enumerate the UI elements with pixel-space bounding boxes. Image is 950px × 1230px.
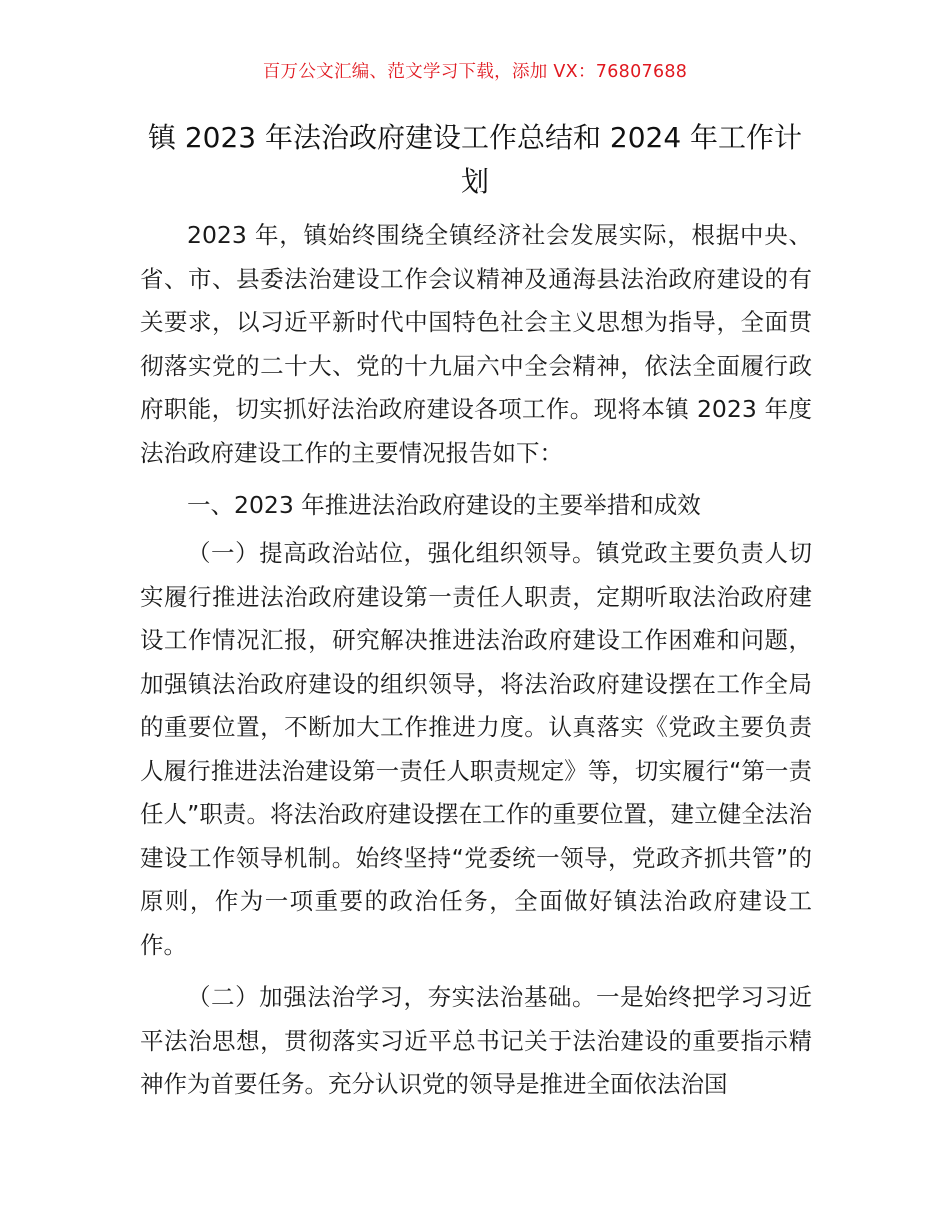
section-heading: 一、2023 年推进法治政府建设的主要举措和成效 [187,491,701,519]
document-title: 镇 2023 年法治政府建设工作总结和 2024 年工作计划 [147,121,803,198]
intro-paragraph: 2023 年，镇始终围绕全镇经济社会发展实际，根据中央、省、市、县委法治建设工作会议精神及通海县法治政府建设的有关要求，以习近平新时代中国特色社会主义思想为指导，全面贯彻落实党的二十大、党的十九届六中全会精神，依法全面履行政府职能，切实抓好法治政府建设各项工作。现将本镇 2023 年度法治政府建设工作的主要情况报告如下： [140,221,812,467]
paragraph-item-two: （二）加强法治学习，夯实法治基础。一是始终把学习习近平法治思想，贯彻落实习近平总书记关于法治建设的重要指示精神作为首要任务。充分认识党的领导是推进全面依法治国 [140,983,812,1098]
paragraph-item-one: （一）提高政治站位，强化组织领导。镇党政主要负责人切实履行推进法治政府建设第一责任人职责，定期听取法治政府建设工作情况汇报，研究解决推进法治政府建设工作困难和问题，加强镇法治政府建设的组织领导，将法治政府建设摆在工作全局的重要位置，不断加大工作推进力度。认真落实《党政主要负责人履行推进法治建设第一责任人职责规定》等，切实履行“第一责任人”职责。将法治政府建设摆在工作的重要位置，建立健全法治建设工作领导机制。始终坚持“党委统一领导，党政齐抓共管”的原则，作为一项重要的政治任务，全面做好镇法治政府建设工作。 [140,539,812,959]
watermark-header: 百万公文汇编、范文学习下载，添加 VX：76807688 [262,62,688,82]
